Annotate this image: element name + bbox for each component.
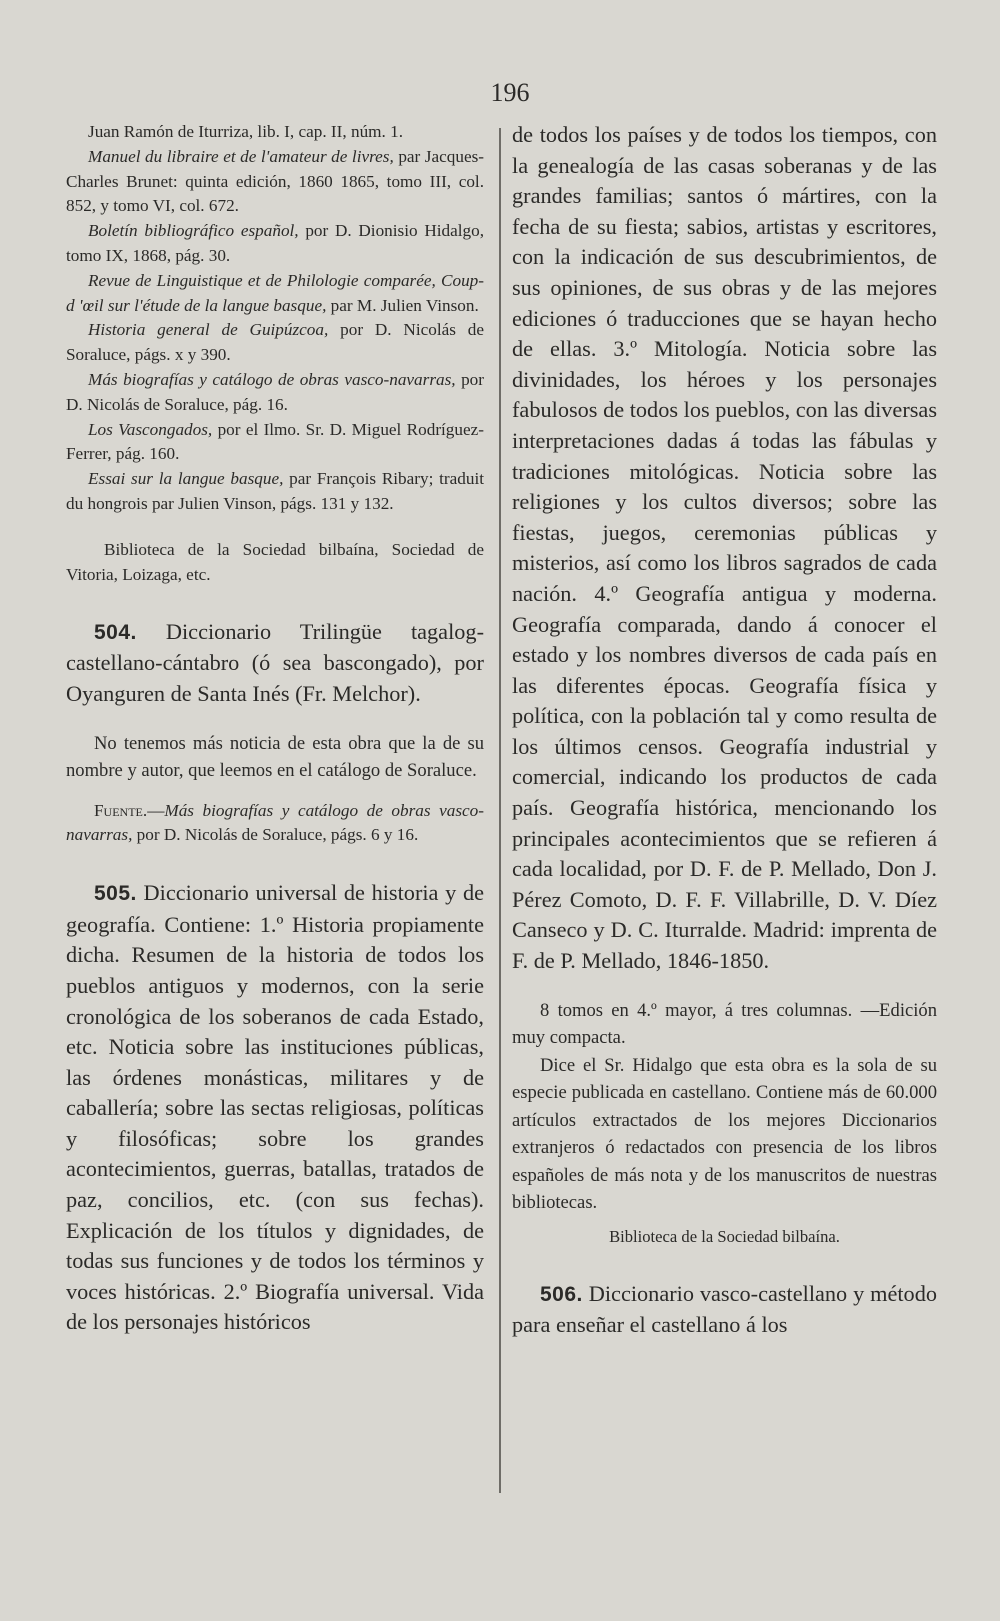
entry-number-506: 506.: [540, 1282, 583, 1306]
entry-505-continuation: de todos los países y de todos los tiempos, con la genealogía de las casas soberanas y de las grandes familias; santos ó mártires, con la fecha de su fiesta; sabios, artistas y escritores, con la indicación de sus descubrimientos, de sus opiniones, de sus obras y de las mejores ediciones ó traducciones que se hayan hecho de ellas. 3.º Mitología. Noticia sobre las divinidades, los héroes y los personajes fabulosos de todos los pueblos, con las diversas interpretaciones dadas á todas las fábulas y tradiciones mitológicas. Noticia sobre las religiones y los cultos diversos; sobre las fiestas, juegos, ceremonias públicas y misterios, así como los libros sagrados de cada nación. 4.º Geografía antigua y moderna. Geografía comparada, dando á conocer el estado y los nombres diversos de cada país en las diferentes épocas. Geografía física y política, con la población tal y como resulta de los últimos censos. Geografía industrial y comercial, indicando los productos de cada país. Geografía histórica, mencionando los principales acontecimientos que se refieren á cada localidad, por D. F. de P. Mellado, Don J. Pérez Comoto, D. F. F. Villabrille, D. V. Díez Canseco y D. C. Iturralde. Madrid: imprenta de F. de P. Mellado, 1846-1850.: [512, 122, 937, 974]
library-holdings-left: Biblioteca de la Sociedad bilbaína, Sociedad de Vitoria, Loizaga, etc.: [66, 539, 484, 584]
entry-504: [66, 617, 484, 710]
entry-505-text: Diccionario universal de historia y de geografía. Contiene: 1.º Historia propiamente dicha. Resumen de la historia de todos los pueblos antiguos y modernos, con la serie cronológica de los soberanos de cada Estado, etc. Noticia sobre las instituciones públicas, las órdenes monásticas, militares y de caballería; sobre las sectas religiosas, políticas y filosóficas; sobre los grandes acontecimientos, guerras, batallas, tratados de paz, concilios, etc. (con sus fechas). Explicación de los títulos y dignidades, de todas sus funciones y de todos los términos y voces históricas. 2.º Biografía universal. Vida de los personajes históricos: [66, 880, 484, 1335]
reference-2: Boletín bibliográfico español, por D. Dionisio Hidalgo, tomo IX, 1868, pág. 30.: [66, 221, 484, 265]
reference-5: Más biografías y catálogo de obras vasco-navarras, por D. Nicolás de Soraluce, pág. 16.: [66, 369, 484, 414]
entry-506: [512, 1279, 937, 1341]
reference-7: Essai sur la langue basque, par François Ribary; traduit du hongrois par Julien Vinson, págs. 131 y 132.: [66, 469, 485, 513]
reference-6: Los Vascongados, por el Ilmo. Sr. D. Miguel Rodríguez-Ferrer, pág. 160.: [66, 419, 484, 464]
library-holdings-right: Biblioteca de la Sociedad bilbaína.: [609, 1226, 840, 1246]
entry-505-note-hidalgo: Dice el Sr. Hidalgo que esta obra es la sola de su especie publicada en castellano. Contiene más de 60.000 artículos extractados de los mejores Diccionarios extranjeros ó redactados con presencia de los libros españoles de más nota y de los manuscritos de nuestras bibliotecas.: [512, 1054, 937, 1214]
entry-504-source: Fuente.—Más biografías y catálogo de obras vasco-navarras, por D. Nicolás de Soraluce, págs. 6 y 16.: [66, 800, 484, 845]
page-number: 196: [490, 78, 530, 107]
right-column: [512, 120, 937, 1341]
entry-504-note: No tenemos más noticia de esta obra que la de su nombre y autor, que leemos en el catálogo de Soraluce.: [66, 732, 484, 782]
entry-number-505: 505.: [94, 882, 137, 906]
entry-506-text: Diccionario vasco-castellano y método para enseñar el castellano á los: [512, 1280, 937, 1338]
reference-4: Historia general de Guipúzcoa, por D. Nicolás de Soraluce, págs. x y 390.: [66, 320, 484, 365]
reference-1: Manuel du libraire et de l'amateur de livres, par Jacques-Charles Brunet: quinta edición, 1860 1865, tomo III, col. 852, y tomo VI, col. 672.: [66, 146, 484, 216]
entry-505: [66, 878, 484, 1338]
reference-3: Revue de Linguistique et de Philologie comparée, Coup-d 'œil sur l'étude de la langue basque, par M. Julien Vinson.: [66, 270, 484, 315]
reference-0: Juan Ramón de Iturriza, lib. I, cap. II, núm. 1.: [88, 122, 404, 141]
entry-505-note-format: 8 tomos en 4.º mayor, á tres columnas. —Edición muy compacta.: [512, 999, 937, 1049]
entry-number-504: 504.: [94, 620, 137, 644]
entry-504-title: Diccionario Trilingüe tagalog-castellano-cántabro (ó sea bascongado), por Oyanguren de Santa Inés (Fr. Melchor).: [66, 618, 484, 706]
column-divider: [499, 128, 501, 1493]
left-column: [66, 120, 484, 1338]
